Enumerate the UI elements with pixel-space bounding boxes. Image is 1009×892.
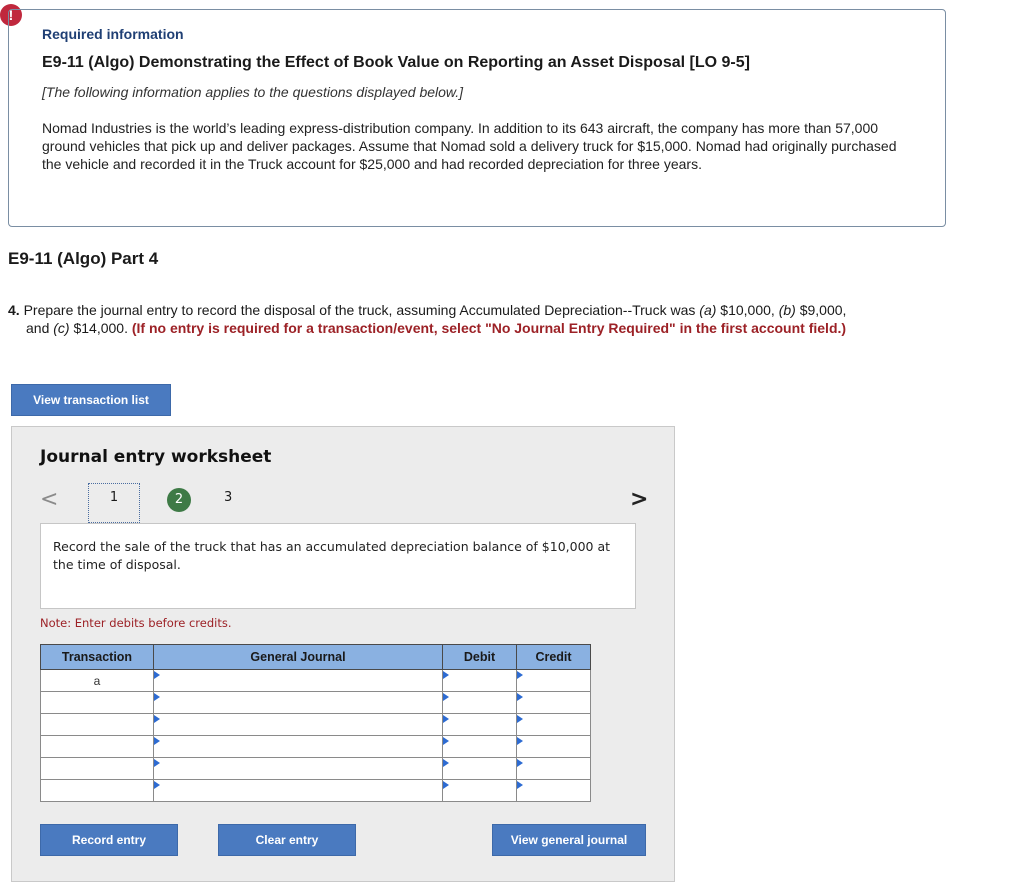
- part-title: E9-11 (Algo) Part 4: [8, 249, 159, 268]
- case-b-label: (b): [778, 302, 796, 318]
- account-field[interactable]: [154, 780, 443, 802]
- credit-field[interactable]: [517, 670, 591, 692]
- dropdown-marker-icon: [154, 715, 160, 723]
- field-marker-icon: [443, 781, 449, 789]
- transaction-cell: [41, 736, 154, 758]
- worksheet-title: Journal entry worksheet: [40, 447, 272, 467]
- account-field[interactable]: [154, 714, 443, 736]
- field-marker-icon: [517, 781, 523, 789]
- table-row: [41, 736, 591, 758]
- journal-entry-worksheet: [11, 426, 675, 882]
- field-marker-icon: [443, 693, 449, 701]
- worksheet-tab-3[interactable]: 3: [224, 490, 233, 505]
- field-marker-icon: [443, 715, 449, 723]
- account-field[interactable]: [154, 758, 443, 780]
- scenario-text: Nomad Industries is the world’s leading express-distribution company. In addition to its 643 aircraft, the company has more than 57,000 ground vehicles that pick up and deliver packages. Assume that Nomad sold a delivery truck for $15,000. Nomad had originally purchased the vehicle and recorded it in the Truck account for $25,000 and had recorded depreciation for three years.: [42, 120, 897, 172]
- column-header-transaction: Transaction: [41, 645, 154, 670]
- applies-note: [The following information applies to the questions displayed below.]: [42, 84, 464, 100]
- clear-entry-button[interactable]: Clear entry: [218, 824, 356, 856]
- transaction-cell: [41, 692, 154, 714]
- column-header-credit: Credit: [517, 645, 591, 670]
- worksheet-tab-1[interactable]: 1: [88, 483, 140, 523]
- dropdown-marker-icon: [154, 781, 160, 789]
- credit-field[interactable]: [517, 780, 591, 802]
- debit-field[interactable]: [443, 736, 517, 758]
- case-c-label: (c): [53, 320, 70, 336]
- worksheet-tab-2[interactable]: 2: [167, 488, 191, 512]
- account-field[interactable]: [154, 692, 443, 714]
- field-marker-icon: [443, 759, 449, 767]
- field-marker-icon: [517, 759, 523, 767]
- question-hint: (If no entry is required for a transaction/event, select "No Journal Entry Required" in the first account field.): [131, 320, 847, 336]
- case-a-value: $10,000,: [716, 302, 779, 318]
- transaction-description: Record the sale of the truck that has an accumulated depreciation balance of $10,000 at the time of disposal.: [40, 523, 636, 609]
- record-entry-button[interactable]: Record entry: [40, 824, 178, 856]
- question-body: Prepare the journal entry to record the disposal of the truck, assuming Accumulated Depreciation--Truck was: [19, 302, 700, 318]
- dropdown-marker-icon: [154, 693, 160, 701]
- table-row: [41, 692, 591, 714]
- field-marker-icon: [517, 671, 523, 679]
- table-row: [41, 758, 591, 780]
- field-marker-icon: [443, 737, 449, 745]
- debit-field[interactable]: [443, 714, 517, 736]
- dropdown-marker-icon: [154, 759, 160, 767]
- column-header-general-journal: General Journal: [154, 645, 443, 670]
- account-field[interactable]: [154, 736, 443, 758]
- transaction-cell: a: [41, 670, 154, 692]
- debit-field[interactable]: [443, 758, 517, 780]
- dropdown-marker-icon: [154, 671, 160, 679]
- debits-note: Note: Enter debits before credits.: [40, 616, 232, 630]
- account-field[interactable]: [154, 670, 443, 692]
- field-marker-icon: [443, 671, 449, 679]
- table-row: [41, 670, 591, 692]
- question-number: 4.: [8, 302, 20, 318]
- transaction-cell: [41, 714, 154, 736]
- credit-field[interactable]: [517, 692, 591, 714]
- field-marker-icon: [517, 715, 523, 723]
- required-information-heading: Required information: [42, 26, 184, 42]
- transaction-cell: [41, 780, 154, 802]
- question-and: and: [26, 320, 54, 336]
- debit-field[interactable]: [443, 780, 517, 802]
- question-text: [8, 301, 968, 337]
- table-row: [41, 714, 591, 736]
- debit-field[interactable]: [443, 692, 517, 714]
- field-marker-icon: [517, 737, 523, 745]
- credit-field[interactable]: [517, 758, 591, 780]
- transaction-cell: [41, 758, 154, 780]
- exercise-title: E9-11 (Algo) Demonstrating the Effect of Book Value on Reporting an Asset Disposal [LO 9-5]: [42, 54, 750, 71]
- case-c-value: $14,000.: [69, 320, 132, 336]
- dropdown-marker-icon: [154, 737, 160, 745]
- journal-table: [40, 644, 591, 802]
- alert-icon: !: [0, 4, 22, 26]
- view-transaction-list-button[interactable]: View transaction list: [11, 384, 171, 416]
- credit-field[interactable]: [517, 736, 591, 758]
- field-marker-icon: [517, 693, 523, 701]
- credit-field[interactable]: [517, 714, 591, 736]
- debit-field[interactable]: [443, 670, 517, 692]
- case-b-value: $9,000,: [795, 302, 847, 318]
- chevron-left-icon[interactable]: <: [40, 487, 59, 512]
- chevron-right-icon[interactable]: >: [630, 487, 649, 512]
- view-general-journal-button[interactable]: View general journal: [492, 824, 646, 856]
- table-row: [41, 780, 591, 802]
- column-header-debit: Debit: [443, 645, 517, 670]
- case-a-label: (a): [699, 302, 717, 318]
